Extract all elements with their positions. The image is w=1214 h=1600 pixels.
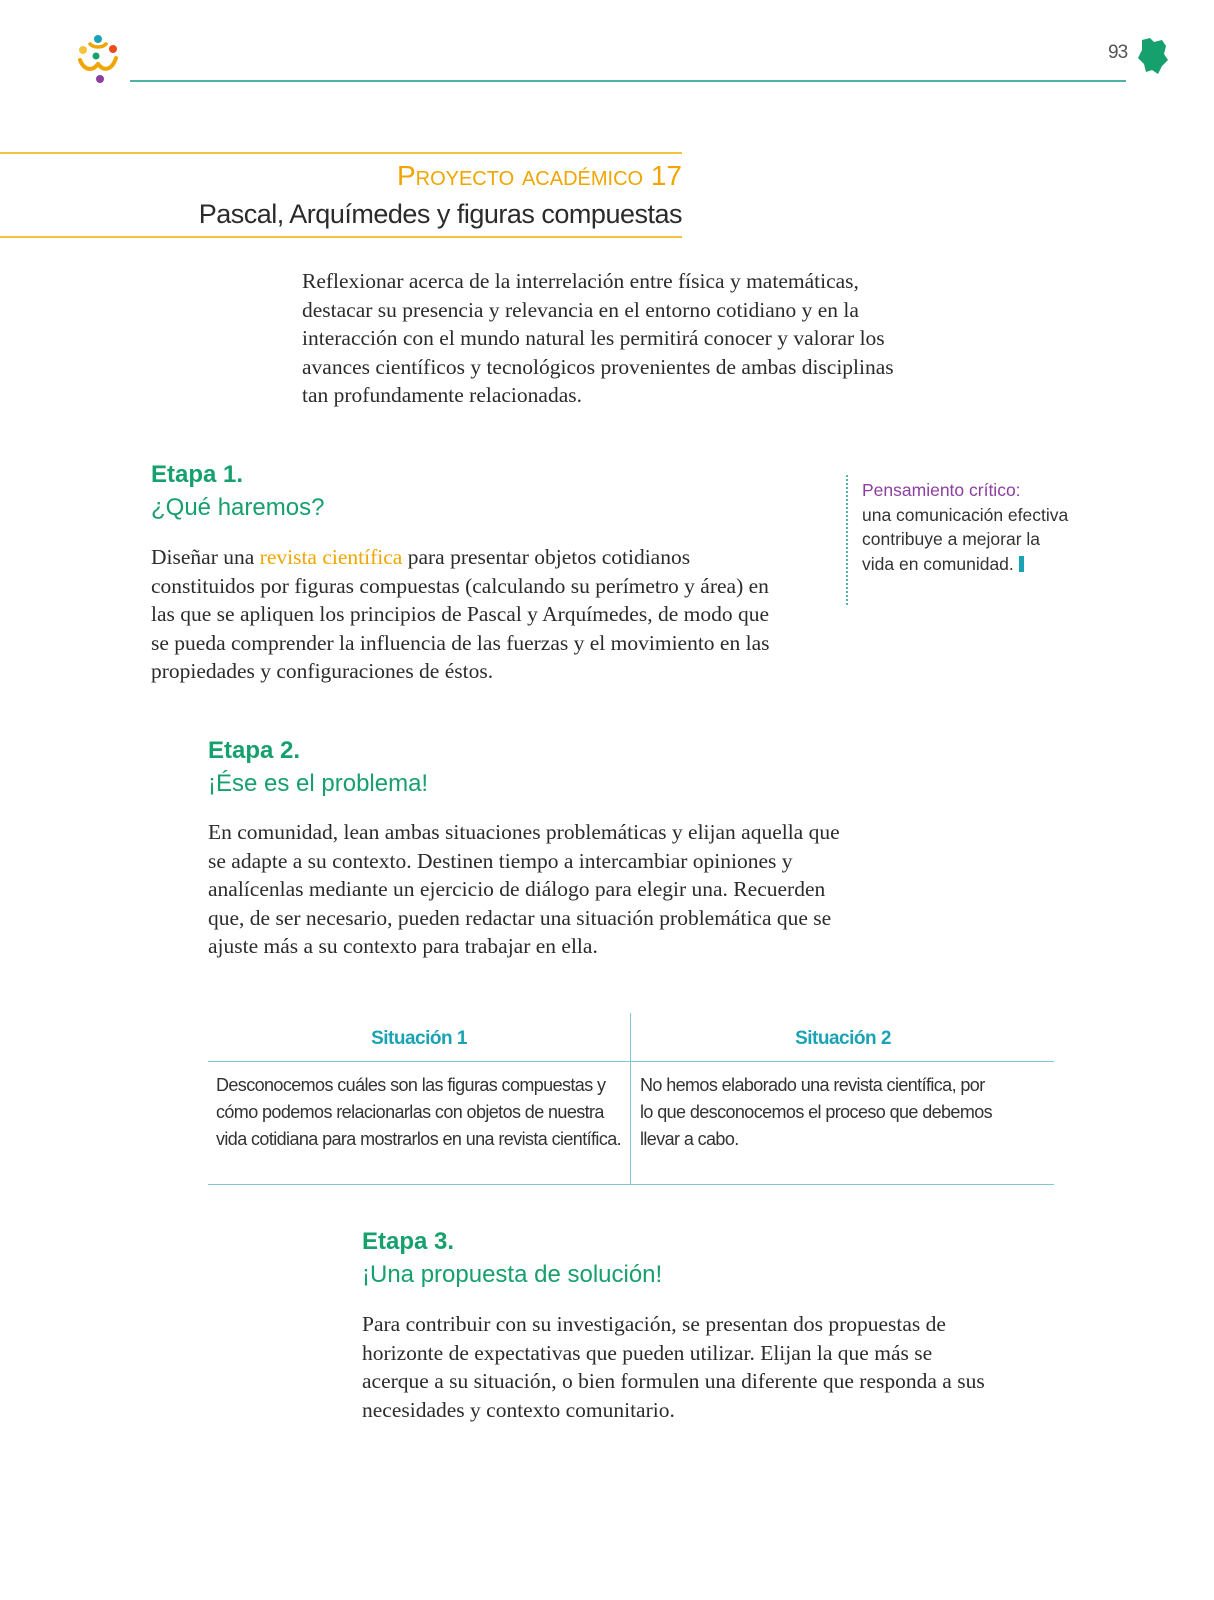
stage1-title: ¿Qué haremos? — [151, 494, 325, 521]
end-marker-icon — [1019, 556, 1024, 572]
table-header-situation-1: Situación 1 — [371, 1028, 467, 1049]
table-cell-situation-2: No hemos elaborado una revista científica, por lo que desconocemos el proceso que debemos llevar a cabo. — [640, 1075, 993, 1149]
sidenote-dotted-line — [846, 475, 848, 605]
stage3-number: Etapa 3. — [362, 1228, 455, 1255]
table-bottom-rule — [208, 1184, 1054, 1185]
stage2-title: ¡Ése es el problema! — [208, 770, 429, 797]
stage1-text-after: para presentar objetos cotidianos constituidos por figuras compuestas (calculando su perímetro y área) en las que se apliquen los principios de Pascal y Arquímedes, de modo que se pueda comprender la influencia de las fuerzas y el movimiento en las propiedades y configuraciones de éstos. — [151, 545, 770, 683]
table-header-divider — [208, 1061, 1054, 1062]
stage3-paragraph: Para contribuir con su investigación, se presentan dos propuestas de horizonte de expectativas que pueden utilizar. Elijan la que más se acerque a su situación, o bien formulen una diferente que responda a sus necesidades y contexto comunitario. — [362, 1312, 985, 1422]
page-number: 93 — [1108, 42, 1128, 63]
sidenote-title: Pensamiento crítico: — [862, 480, 1021, 500]
header-rule — [130, 80, 1126, 82]
community-figures-logo-icon — [70, 30, 126, 86]
table-column-divider — [630, 1013, 631, 1185]
sidenote-text: una comunicación efectiva contribuye a mejorar la vida en comunidad. — [862, 504, 1069, 574]
critical-thinking-note — [862, 478, 1072, 576]
table-cell-situation-1: Desconocemos cuáles son las figuras compuestas y cómo podemos relacionarlas con objetos de nuestra vida cotidiana para mostrarlos en una revista científica. — [216, 1075, 622, 1149]
stage3-title: ¡Una propuesta de solución! — [362, 1261, 663, 1288]
stage2-number: Etapa 2. — [208, 737, 301, 764]
stage1-text-before: Diseñar una — [151, 545, 260, 569]
table-header-situation-2: Situación 2 — [795, 1028, 891, 1049]
project-title: Pascal, Arquímedes y figuras compuestas — [198, 199, 682, 229]
title-rule-top — [0, 152, 682, 154]
project-label: Proyecto académico 17 — [396, 160, 682, 191]
stage1-highlight: revista científica — [259, 545, 403, 569]
stage1-paragraph — [151, 543, 791, 686]
stage2-paragraph: En comunidad, lean ambas situaciones problemáticas y elijan aquella que se adapte a su contexto. Destinen tiempo a intercambiar opiniones y analícenlas mediante un ejercicio de diálogo para elegir una. Recuerden que, de ser necesario, pueden redactar una situación problemática que se ajuste más a su contexto para trabajar en ella. — [208, 820, 840, 958]
title-rule-bottom — [0, 236, 682, 238]
green-map-icon — [1136, 36, 1170, 76]
intro-paragraph: Reflexionar acerca de la interrelación entre física y matemáticas, destacar su presencia y relevancia en el entorno cotidiano y en la interacción con el mundo natural les permitirá conocer y valorar los avances científicos y tecnológicos provenientes de ambas disciplinas tan profundamente relacionadas. — [302, 269, 894, 407]
stage1-number: Etapa 1. — [151, 461, 244, 488]
